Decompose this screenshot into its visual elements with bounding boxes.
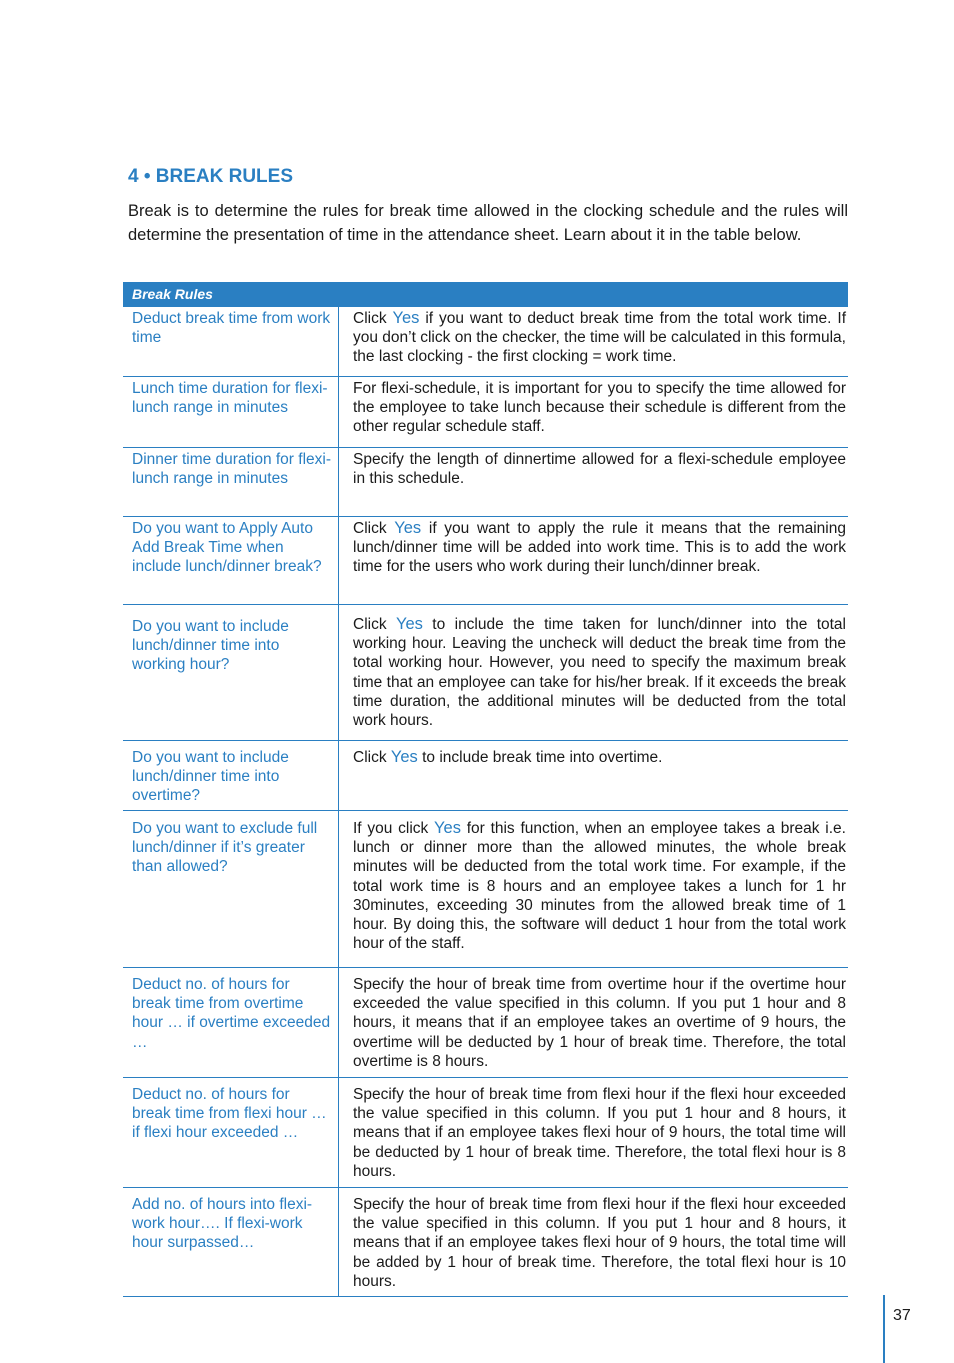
- table-row: [123, 517, 848, 605]
- rule-description: Click Yes to include break time into overtime.: [353, 748, 663, 766]
- rule-label: Do you want to Apply Auto Add Break Time when include lunch/dinner break?: [123, 517, 339, 604]
- table-row: [123, 811, 848, 968]
- rule-label: Lunch time duration for flexi-lunch range in minutes: [123, 377, 339, 447]
- yes-keyword: Yes: [392, 309, 420, 327]
- rule-description: If you click Yes for this function, when an employee takes a break i.e. lunch or dinner more than the allowed minutes, the whole break minutes will be deducted from the total work time. For example, if the total work time is 8 hours and an employee takes a lunch for 1 hr 30minutes, exceeding 30 minutes from the allowed break time of 1 hour. By doing this, the software will deduct 1 hour from the total work hour of the staff.: [353, 819, 846, 953]
- yes-keyword: Yes: [394, 519, 422, 537]
- yes-keyword: Yes: [390, 748, 418, 766]
- table-row: [123, 307, 848, 377]
- rule-description: Click Yes if you want to deduct break time from the total work time. If you don’t click on the checker, the time will be calculated in this formula, the last clocking - the first clocking = work time.: [353, 309, 846, 366]
- rule-description: Specify the hour of break time from flexi hour if the flexi hour exceeded the value specified in this column. If you put 1 hour and 8 hours, it means that if an employee takes flexi hour of 9 hours, the total time will be added by 1 hour of break time. Therefore, the total flexi hour is 10 hours.: [353, 1196, 846, 1290]
- yes-keyword: Yes: [395, 615, 423, 633]
- table-row: [123, 1078, 848, 1188]
- page-title: 4 • BREAK RULES: [128, 166, 294, 187]
- rule-label: Do you want to include lunch/dinner time into overtime?: [123, 741, 339, 810]
- rule-description: For flexi-schedule, it is important for you to specify the time allowed for the employee to take lunch because their schedule is different from the other regular schedule staff.: [353, 380, 846, 436]
- rule-label: Dinner time duration for flexi-lunch range in minutes: [123, 448, 339, 516]
- table-row: [123, 448, 848, 517]
- table-header: Break Rules: [123, 282, 848, 307]
- rule-description: Click Yes to include the time taken for lunch/dinner into the total working hour. Leaving the uncheck will deduct the break time from the total working hour. However, you need to specify the maximum break time that an employee can take for his/her break. If it exceeds the break time duration, the additional minutes will be deducted from the total work hours.: [353, 615, 846, 730]
- page-number: 37: [893, 1307, 911, 1324]
- table-row: [123, 968, 848, 1078]
- footer-divider: [883, 1295, 885, 1363]
- rule-label: Add no. of hours into flexi-work hour…. If flexi-work hour surpassed…: [123, 1188, 339, 1296]
- rule-label: Deduct break time from work time: [123, 307, 339, 376]
- rule-label: Do you want to exclude full lunch/dinner if it’s greater than allowed?: [123, 811, 339, 967]
- table-row: [123, 741, 848, 811]
- rule-label: Do you want to include lunch/dinner time into working hour?: [123, 605, 339, 740]
- table-row: [123, 1188, 848, 1297]
- table-row: [123, 377, 848, 448]
- rule-description: Specify the hour of break time from overtime hour if the overtime hour exceeded the value specified in this column. If you put 1 hour and 8 hours, it means that if an employee takes an overtime of 9 hours, the overtime will be deducted by 1 hour of break time. Therefore, the total overtime is 8 hours.: [353, 976, 846, 1070]
- rule-description: Click Yes if you want to apply the rule it means that the remaining lunch/dinner time will be added into work time. This is to add the work time for the users who work during their lunch/dinner break.: [353, 519, 846, 576]
- table-row: [123, 605, 848, 741]
- rule-description: Specify the length of dinnertime allowed for a flexi-schedule employee in this schedule.: [353, 451, 846, 488]
- rule-label: Deduct no. of hours for break time from flexi hour … if flexi hour exceeded …: [123, 1078, 339, 1187]
- rule-label: Deduct no. of hours for break time from overtime hour … if overtime exceeded …: [123, 968, 339, 1077]
- yes-keyword: Yes: [434, 819, 461, 837]
- intro-paragraph: Break is to determine the rules for break time allowed in the clocking schedule and the rules will determine the presentation of time in the attendance sheet. Learn about it in the table below.: [128, 202, 848, 244]
- rule-description: Specify the hour of break time from flexi hour if the flexi hour exceeded the value specified in this column. If you put 1 hour and 8 hours, it means that if an employee takes flexi hour of 9 hours, the total time will be deducted by 1 hour of break time. Therefore, the total flexi hour is 8 hours.: [353, 1086, 846, 1180]
- break-rules-table: [123, 282, 848, 1297]
